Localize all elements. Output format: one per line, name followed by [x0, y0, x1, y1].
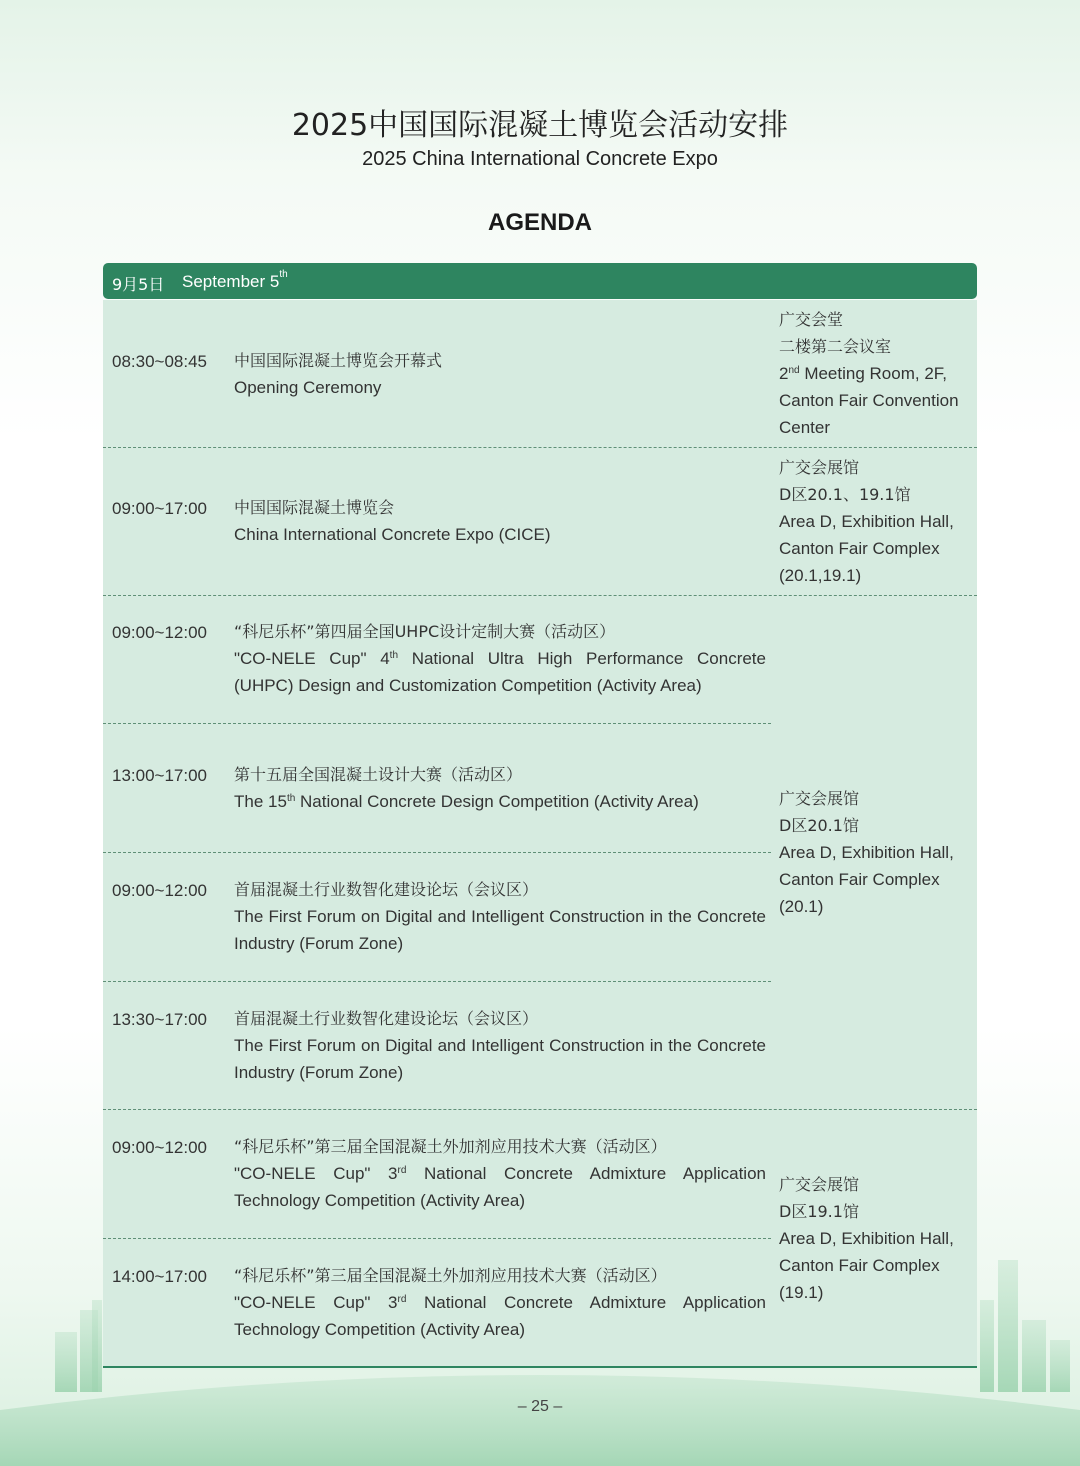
date-cn: 9月5日 — [112, 275, 165, 294]
session-title: “科尼乐杯”第三届全国混凝土外加剂应用技术大赛（活动区） "CO-NELE Cup" 3rd National Concrete Admixture Application Technology Competition (Activity Area) — [234, 1266, 766, 1339]
agenda-heading: AGENDA — [487, 209, 592, 236]
session-title: “科尼乐杯”第四届全国UHPC设计定制大赛（活动区） "CO-NELE Cup" 4th National Ultra High Performance Concrete (UHPC) Design and Customization Competition (Activity Area) — [234, 622, 766, 695]
session-time: 09:00~12:00 — [112, 623, 208, 642]
venue: 广交会展馆 D区19.1馆 Area D, Exhibition Hall, Canton Fair Complex (19.1) — [779, 1175, 954, 1302]
venue: 广交会展馆 D区20.1、19.1馆 Area D, Exhibition Hall, Canton Fair Complex (20.1,19.1) — [779, 458, 954, 585]
row-divider — [103, 981, 771, 982]
page-number: – 25 – — [517, 1398, 563, 1415]
session-time: 13:30~17:00 — [112, 1010, 208, 1029]
session-title: 中国国际混凝土博览会开幕式 Opening Ceremony — [234, 351, 443, 397]
session-title: 第十五届全国混凝土设计大赛（活动区） The 15th National Concrete Design Competition (Activity Area) — [234, 765, 699, 811]
venue: 广交会展馆 D区20.1馆 Area D, Exhibition Hall, Canton Fair Complex (20.1) — [779, 789, 954, 916]
row-divider — [103, 1109, 977, 1110]
session-time: 08:30~08:45 — [112, 352, 208, 371]
date-en: September 5th — [182, 269, 288, 291]
row-divider — [103, 852, 771, 853]
row-divider — [103, 595, 977, 596]
venue: 广交会堂 二楼第二会议室 2nd Meeting Room, 2F, Canton Fair Convention Center — [779, 310, 959, 437]
page-title-cn: 2025中国国际混凝土博览会活动安排 — [291, 108, 789, 143]
session-title: 首届混凝土行业数智化建设论坛（会议区） The First Forum on Digital and Intelligent Construction in the Concrete Industry (Forum Zone) — [234, 880, 766, 953]
date-header-bar — [103, 263, 977, 299]
session-title: 中国国际混凝土博览会 China International Concrete Expo (CICE) — [234, 498, 551, 544]
session-title: “科尼乐杯”第三届全国混凝土外加剂应用技术大赛（活动区） "CO-NELE Cup" 3rd National Concrete Admixture Application Technology Competition (Activity Area) — [234, 1137, 766, 1210]
session-time: 09:00~12:00 — [112, 881, 208, 900]
session-time: 09:00~17:00 — [112, 499, 208, 518]
session-title: 首届混凝土行业数智化建设论坛（会议区） The First Forum on Digital and Intelligent Construction in the Concrete Industry (Forum Zone) — [234, 1009, 766, 1082]
session-time: 14:00~17:00 — [112, 1267, 208, 1286]
row-divider — [103, 447, 977, 448]
row-divider — [103, 723, 771, 724]
page-title-en: 2025 China International Concrete Expo — [362, 148, 718, 170]
row-divider — [103, 1238, 771, 1239]
session-time: 13:00~17:00 — [112, 766, 208, 785]
agenda-table — [103, 300, 977, 1368]
session-time: 09:00~12:00 — [112, 1138, 208, 1157]
